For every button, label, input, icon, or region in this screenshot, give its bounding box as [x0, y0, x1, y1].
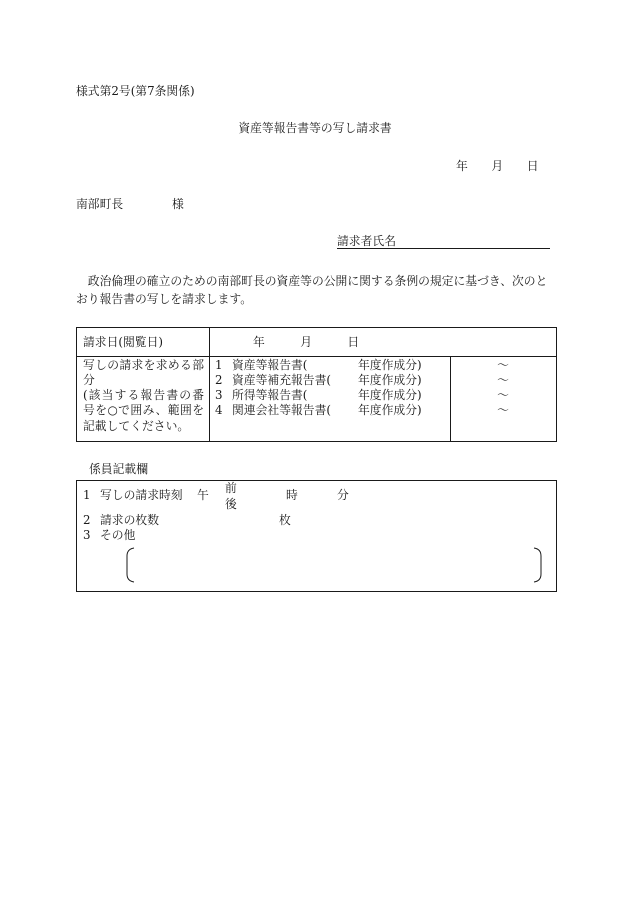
- staff-section-title: 係員記載欄: [89, 462, 148, 476]
- report-item: [209, 403, 450, 418]
- report-item: [209, 358, 450, 373]
- page-count-label: 請求の枚数: [100, 513, 159, 527]
- requester-name-line: [337, 248, 550, 249]
- left-bracket: [127, 548, 134, 582]
- range-tilde: ～: [497, 388, 509, 403]
- report-item: [209, 373, 450, 388]
- report-label: 資産等報告書(: [232, 357, 308, 372]
- date-line: 年 月 日: [456, 159, 539, 173]
- request-time-minute: 分: [337, 488, 349, 502]
- requester-name-label: 請求者氏名: [337, 234, 396, 248]
- staff-item-number: 2: [83, 513, 91, 527]
- addressee-name: 南部町長: [76, 197, 124, 211]
- request-time-label: 写しの請求時刻: [100, 488, 183, 502]
- report-item: [209, 388, 450, 403]
- report-number: 3: [215, 388, 223, 403]
- report-range: [450, 373, 556, 388]
- report-label: 資産等補充報告書(: [232, 372, 331, 387]
- document-title: 資産等報告書等の写し請求書: [238, 121, 392, 135]
- report-range-column: [450, 358, 556, 419]
- page-count-unit: 枚: [279, 513, 291, 527]
- report-year-suffix: 年度作成分): [358, 372, 422, 387]
- staff-table: [76, 480, 557, 592]
- report-year-suffix: 年度作成分): [358, 403, 422, 418]
- request-date-label: 請求日(閲覧日): [83, 335, 163, 349]
- range-tilde: ～: [497, 357, 509, 372]
- request-time-pm: 後: [225, 497, 237, 511]
- report-label: 所得等報告書(: [232, 388, 308, 403]
- request-table: [76, 327, 557, 442]
- report-range: [450, 358, 556, 373]
- form-number: 様式第2号(第7条関係): [76, 84, 195, 98]
- staff-item-number: 1: [83, 488, 91, 502]
- other-label: その他: [100, 528, 136, 542]
- right-bracket: [534, 548, 541, 582]
- other-notes-brackets: [77, 481, 556, 591]
- range-tilde: ～: [497, 403, 509, 418]
- report-year-suffix: 年度作成分): [358, 388, 422, 403]
- report-year-suffix: 年度作成分): [358, 357, 422, 372]
- range-tilde: ～: [497, 372, 509, 387]
- report-range: [450, 388, 556, 403]
- request-date-value: 年 月 日: [253, 335, 360, 349]
- requested-part-label-cell: [83, 358, 204, 434]
- report-number: 1: [215, 357, 223, 372]
- requested-part-note: (該当する報告書の番号を○で囲み、範囲を記載してください。: [83, 388, 204, 433]
- addressee-honorific: 様: [172, 197, 184, 211]
- request-time-hour: 時: [286, 488, 298, 502]
- report-range: [450, 403, 556, 418]
- report-number: 4: [215, 403, 223, 418]
- request-statement: 政治倫理の確立のための南部町長の資産等の公開に関する条例の規定に基づき、次のとおり報告書の写しを請求します。: [76, 274, 548, 306]
- requested-part-label: 写しの請求を求める部分: [83, 357, 204, 387]
- request-time-prefix: 午: [197, 488, 209, 502]
- report-list: [209, 358, 450, 419]
- report-number: 2: [215, 372, 223, 387]
- report-label: 関連会社等報告書(: [232, 403, 331, 418]
- request-time-am: 前: [225, 481, 237, 495]
- staff-item-number: 3: [83, 528, 91, 542]
